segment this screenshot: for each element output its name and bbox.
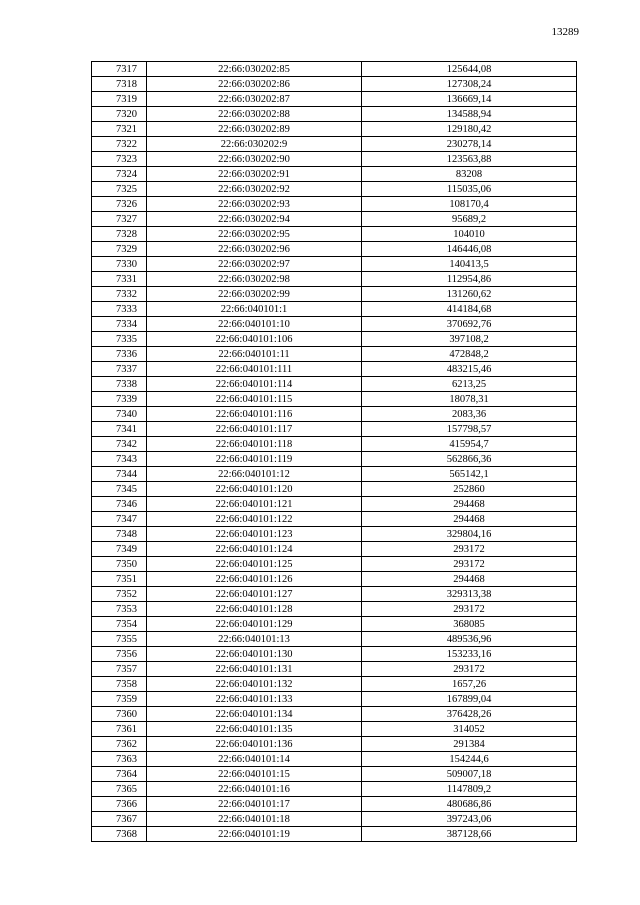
row-number-cell: 7356 [92,647,147,662]
row-number-cell: 7364 [92,767,147,782]
value-cell: 414184,68 [362,302,577,317]
table-row [92,152,577,167]
value-cell: 154244,6 [362,752,577,767]
value-cell: 123563,88 [362,152,577,167]
row-number-cell: 7328 [92,227,147,242]
value-cell: 95689,2 [362,212,577,227]
value-cell: 291384 [362,737,577,752]
cadastral-number-cell: 22:66:040101:132 [147,677,362,692]
table-row [92,377,577,392]
row-number-cell: 7318 [92,77,147,92]
value-cell: 397108,2 [362,332,577,347]
value-cell: 294468 [362,497,577,512]
value-cell: 125644,08 [362,62,577,77]
row-number-cell: 7346 [92,497,147,512]
row-number-cell: 7344 [92,467,147,482]
value-cell: 368085 [362,617,577,632]
table-row [92,77,577,92]
value-cell: 293172 [362,542,577,557]
row-number-cell: 7340 [92,407,147,422]
row-number-cell: 7353 [92,602,147,617]
row-number-cell: 7354 [92,617,147,632]
cadastral-number-cell: 22:66:030202:92 [147,182,362,197]
table-row [92,512,577,527]
cadastral-number-cell: 22:66:040101:115 [147,392,362,407]
value-cell: 293172 [362,602,577,617]
row-number-cell: 7333 [92,302,147,317]
table-row [92,782,577,797]
cadastral-number-cell: 22:66:030202:90 [147,152,362,167]
row-number-cell: 7368 [92,827,147,842]
row-number-cell: 7367 [92,812,147,827]
table-row [92,542,577,557]
table-row [92,827,577,842]
table-row [92,407,577,422]
row-number-cell: 7357 [92,662,147,677]
row-number-cell: 7365 [92,782,147,797]
row-number-cell: 7329 [92,242,147,257]
table-row [92,302,577,317]
row-number-cell: 7332 [92,287,147,302]
value-cell: 157798,57 [362,422,577,437]
table-row [92,617,577,632]
cadastral-number-cell: 22:66:040101:128 [147,602,362,617]
value-cell: 329313,38 [362,587,577,602]
value-cell: 108170,4 [362,197,577,212]
cadastral-number-cell: 22:66:040101:1 [147,302,362,317]
cadastral-number-cell: 22:66:040101:130 [147,647,362,662]
cadastral-number-cell: 22:66:040101:120 [147,482,362,497]
value-cell: 112954,86 [362,272,577,287]
cadastral-number-cell: 22:66:040101:14 [147,752,362,767]
row-number-cell: 7360 [92,707,147,722]
table-row [92,797,577,812]
value-cell: 136669,14 [362,92,577,107]
row-number-cell: 7324 [92,167,147,182]
row-number-cell: 7363 [92,752,147,767]
value-cell: 127308,24 [362,77,577,92]
row-number-cell: 7322 [92,137,147,152]
table-row [92,62,577,77]
cadastral-number-cell: 22:66:030202:97 [147,257,362,272]
cadastral-number-cell: 22:66:040101:124 [147,542,362,557]
value-cell: 1657,26 [362,677,577,692]
value-cell: 83208 [362,167,577,182]
value-cell: 1147809,2 [362,782,577,797]
value-cell: 562866,36 [362,452,577,467]
cadastral-number-cell: 22:66:030202:86 [147,77,362,92]
value-cell: 329804,16 [362,527,577,542]
value-cell: 489536,96 [362,632,577,647]
row-number-cell: 7350 [92,557,147,572]
cadastral-number-cell: 22:66:040101:114 [147,377,362,392]
table-row [92,557,577,572]
value-cell: 140413,5 [362,257,577,272]
table-row [92,452,577,467]
row-number-cell: 7327 [92,212,147,227]
cadastral-number-cell: 22:66:040101:117 [147,422,362,437]
table-row [92,767,577,782]
cadastral-number-cell: 22:66:030202:98 [147,272,362,287]
cadastral-number-cell: 22:66:040101:11 [147,347,362,362]
row-number-cell: 7331 [92,272,147,287]
value-cell: 2083,36 [362,407,577,422]
row-number-cell: 7345 [92,482,147,497]
row-number-cell: 7351 [92,572,147,587]
row-number-cell: 7323 [92,152,147,167]
row-number-cell: 7355 [92,632,147,647]
cadastral-number-cell: 22:66:040101:116 [147,407,362,422]
cadastral-number-cell: 22:66:040101:129 [147,617,362,632]
table-row [92,362,577,377]
value-cell: 387128,66 [362,827,577,842]
row-number-cell: 7337 [92,362,147,377]
page-number: 13289 [551,26,579,38]
row-number-cell: 7348 [92,527,147,542]
table-row [92,677,577,692]
value-cell: 480686,86 [362,797,577,812]
cadastral-number-cell: 22:66:030202:94 [147,212,362,227]
cadastral-number-cell: 22:66:040101:123 [147,527,362,542]
table-row [92,587,577,602]
value-cell: 134588,94 [362,107,577,122]
row-number-cell: 7335 [92,332,147,347]
table-row [92,707,577,722]
cadastral-number-cell: 22:66:040101:131 [147,662,362,677]
cadastral-number-cell: 22:66:040101:122 [147,512,362,527]
table-row [92,422,577,437]
cadastral-number-cell: 22:66:040101:135 [147,722,362,737]
row-number-cell: 7317 [92,62,147,77]
table-row [92,752,577,767]
value-cell: 104010 [362,227,577,242]
table-row [92,167,577,182]
table-row [92,332,577,347]
value-cell: 293172 [362,662,577,677]
table-row [92,737,577,752]
table-row [92,317,577,332]
value-cell: 131260,62 [362,287,577,302]
row-number-cell: 7341 [92,422,147,437]
table-row [92,242,577,257]
row-number-cell: 7352 [92,587,147,602]
table-row [92,287,577,302]
table-row [92,602,577,617]
value-cell: 370692,76 [362,317,577,332]
table-row [92,227,577,242]
value-cell: 294468 [362,572,577,587]
row-number-cell: 7347 [92,512,147,527]
value-cell: 115035,06 [362,182,577,197]
data-table [91,61,577,842]
row-number-cell: 7343 [92,452,147,467]
row-number-cell: 7339 [92,392,147,407]
table-row [92,527,577,542]
cadastral-number-cell: 22:66:040101:125 [147,557,362,572]
row-number-cell: 7319 [92,92,147,107]
value-cell: 252860 [362,482,577,497]
cadastral-number-cell: 22:66:040101:118 [147,437,362,452]
row-number-cell: 7334 [92,317,147,332]
row-number-cell: 7349 [92,542,147,557]
cadastral-number-cell: 22:66:040101:18 [147,812,362,827]
cadastral-number-cell: 22:66:040101:119 [147,452,362,467]
table-row [92,467,577,482]
cadastral-number-cell: 22:66:030202:96 [147,242,362,257]
table-row [92,107,577,122]
table-row [92,482,577,497]
cadastral-number-cell: 22:66:040101:15 [147,767,362,782]
row-number-cell: 7330 [92,257,147,272]
value-cell: 376428,26 [362,707,577,722]
table-row [92,392,577,407]
table-row [92,212,577,227]
row-number-cell: 7336 [92,347,147,362]
value-cell: 129180,42 [362,122,577,137]
table-row [92,692,577,707]
table-row [92,812,577,827]
cadastral-number-cell: 22:66:040101:12 [147,467,362,482]
row-number-cell: 7321 [92,122,147,137]
row-number-cell: 7342 [92,437,147,452]
cadastral-number-cell: 22:66:040101:10 [147,317,362,332]
value-cell: 509007,18 [362,767,577,782]
table-row [92,722,577,737]
value-cell: 483215,46 [362,362,577,377]
cadastral-number-cell: 22:66:040101:13 [147,632,362,647]
row-number-cell: 7366 [92,797,147,812]
value-cell: 314052 [362,722,577,737]
cadastral-number-cell: 22:66:030202:87 [147,92,362,107]
value-cell: 397243,06 [362,812,577,827]
table-row [92,632,577,647]
table-row [92,122,577,137]
value-cell: 230278,14 [362,137,577,152]
table-row [92,137,577,152]
table-row [92,572,577,587]
cadastral-number-cell: 22:66:040101:136 [147,737,362,752]
cadastral-number-cell: 22:66:030202:93 [147,197,362,212]
cadastral-number-cell: 22:66:040101:16 [147,782,362,797]
cadastral-number-cell: 22:66:040101:17 [147,797,362,812]
cadastral-number-cell: 22:66:040101:121 [147,497,362,512]
cadastral-number-cell: 22:66:040101:134 [147,707,362,722]
table-row [92,647,577,662]
value-cell: 565142,1 [362,467,577,482]
table-row [92,92,577,107]
value-cell: 146446,08 [362,242,577,257]
cadastral-number-cell: 22:66:030202:85 [147,62,362,77]
cadastral-number-cell: 22:66:040101:111 [147,362,362,377]
value-cell: 153233,16 [362,647,577,662]
table-row [92,182,577,197]
row-number-cell: 7359 [92,692,147,707]
cadastral-number-cell: 22:66:030202:88 [147,107,362,122]
value-cell: 415954,7 [362,437,577,452]
row-number-cell: 7362 [92,737,147,752]
cadastral-number-cell: 22:66:030202:89 [147,122,362,137]
row-number-cell: 7358 [92,677,147,692]
table-row [92,257,577,272]
table-row [92,347,577,362]
table-body [92,62,577,842]
cadastral-number-cell: 22:66:030202:91 [147,167,362,182]
cadastral-number-cell: 22:66:040101:127 [147,587,362,602]
cadastral-number-cell: 22:66:030202:99 [147,287,362,302]
cadastral-number-cell: 22:66:030202:9 [147,137,362,152]
row-number-cell: 7326 [92,197,147,212]
value-cell: 167899,04 [362,692,577,707]
table-row [92,662,577,677]
value-cell: 18078,31 [362,392,577,407]
cadastral-number-cell: 22:66:040101:126 [147,572,362,587]
value-cell: 293172 [362,557,577,572]
cadastral-number-cell: 22:66:040101:133 [147,692,362,707]
value-cell: 294468 [362,512,577,527]
value-cell: 6213,25 [362,377,577,392]
row-number-cell: 7320 [92,107,147,122]
cadastral-number-cell: 22:66:040101:19 [147,827,362,842]
row-number-cell: 7361 [92,722,147,737]
cadastral-number-cell: 22:66:030202:95 [147,227,362,242]
table-row [92,197,577,212]
cadastral-number-cell: 22:66:040101:106 [147,332,362,347]
row-number-cell: 7325 [92,182,147,197]
row-number-cell: 7338 [92,377,147,392]
table-row [92,497,577,512]
table-row [92,272,577,287]
value-cell: 472848,2 [362,347,577,362]
table-row [92,437,577,452]
